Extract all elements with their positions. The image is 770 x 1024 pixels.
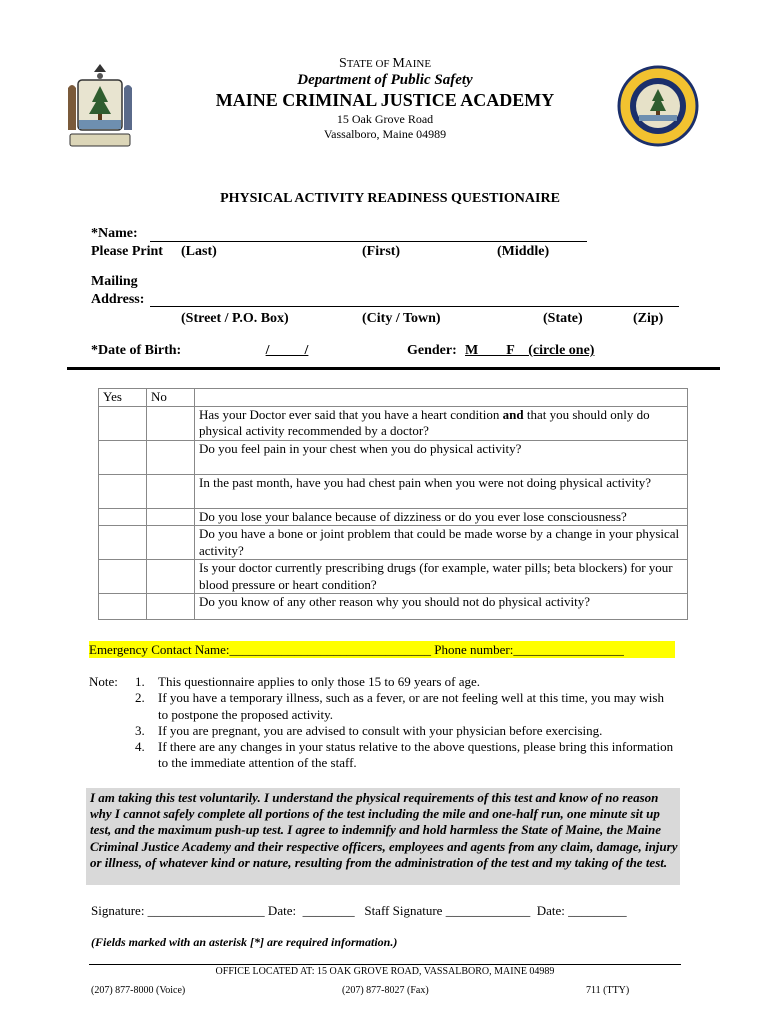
state-initial-m: M: [392, 56, 405, 71]
no-checkbox-5[interactable]: [147, 526, 195, 560]
yes-checkbox-2[interactable]: [99, 440, 147, 474]
state-label: (State): [543, 311, 583, 326]
state-of-maine-heading: [200, 55, 570, 72]
address-label: Address:: [91, 292, 145, 307]
dob-input[interactable]: / /: [265, 343, 309, 358]
gender-label: Gender:: [407, 343, 457, 358]
question-3: In the past month, have you had chest pain when you were not doing physical activity?: [195, 474, 688, 508]
yes-column-header: Yes: [99, 389, 147, 407]
mailing-label: Mailing: [91, 274, 138, 289]
note-item: 3. If you are pregnant, you are advised to consult with your physician before exercising.: [135, 722, 603, 738]
name-input[interactable]: [150, 225, 587, 242]
first-name-label: (First): [362, 244, 401, 259]
fax-number: (207) 877-8027 (Fax): [342, 985, 429, 996]
note-item: 1. This questionnaire applies to only those 15 to 69 years of age.: [135, 674, 481, 689]
maine-word: AINE: [404, 58, 432, 70]
question-1: Has your Doctor ever said that you have a heart condition and that you should only do physical activity recommended by a doctor?: [195, 406, 688, 440]
note-list: [135, 674, 675, 772]
question-2: Do you feel pain in your chest when you do physical activity?: [195, 440, 688, 474]
no-checkbox-7[interactable]: [147, 594, 195, 620]
yes-checkbox-1[interactable]: [99, 406, 147, 440]
form-title: PHYSICAL ACTIVITY READINESS QUESTIONAIRE: [220, 191, 560, 206]
maine-state-seal-logo: [62, 62, 138, 152]
waiver-statement: I am taking this test voluntarily. I understand the physical requirements of this test and know of no reason why I cannot safely complete all portions of the test including the mile and one-half run, one minute sit up test, and the maximum push-up test. I agree to indemnify and hold harmless the State of Maine, the Maine Criminal Justice Academy and their respective officers, employees and agents from any claim, damage, injury or illness, of whatever kind or nature, resulting from the administration of the test and my taking of the test.: [86, 788, 680, 885]
yes-checkbox-7[interactable]: [99, 594, 147, 620]
no-checkbox-4[interactable]: [147, 508, 195, 526]
no-checkbox-6[interactable]: [147, 560, 195, 594]
please-print-label: Please Print: [91, 244, 163, 259]
academy-heading: MAINE CRIMINAL JUSTICE ACADEMY: [215, 90, 555, 110]
state-initial-s: S: [338, 56, 347, 71]
questions-table: [98, 388, 688, 620]
emergency-contact-field[interactable]: Emergency Contact Name:_______________________________ Phone number:_________________: [89, 641, 675, 658]
footer-divider: [89, 964, 681, 965]
zip-label: (Zip): [633, 311, 664, 326]
street-address: 15 Oak Grove Road: [336, 112, 434, 126]
dob-label: *Date of Birth:: [91, 343, 182, 358]
tty-number: 711 (TTY): [586, 985, 630, 996]
no-checkbox-2[interactable]: [147, 440, 195, 474]
yes-checkbox-5[interactable]: [99, 526, 147, 560]
yes-checkbox-3[interactable]: [99, 474, 147, 508]
name-label: *Name:: [91, 226, 138, 241]
middle-name-label: (Middle): [497, 244, 550, 259]
department-heading: Department of Public Safety: [297, 72, 473, 88]
gender-selector[interactable]: M F (circle one): [465, 343, 595, 358]
state-word: TATE OF: [346, 58, 393, 70]
question-4: Do you lose your balance because of dizziness or do you ever lose consciousness?: [195, 508, 688, 526]
city-town-label: (City / Town): [362, 311, 441, 326]
office-location: OFFICE LOCATED AT: 15 OAK GROVE ROAD, VASSALBORO, MAINE 04989: [215, 966, 555, 977]
signature-fields[interactable]: Signature: __________________ Date: ________ Staff Signature _____________ Date: _________: [91, 903, 627, 918]
academy-seal-logo: [617, 65, 699, 147]
no-checkbox-3[interactable]: [147, 474, 195, 508]
note-label: Note:: [89, 674, 118, 689]
question-header-blank: [195, 389, 688, 407]
required-fields-note: (Fields marked with an asterisk [*] are required information.): [91, 935, 398, 949]
yes-checkbox-4[interactable]: [99, 508, 147, 526]
street-box-label: (Street / P.O. Box): [181, 311, 289, 326]
voice-phone: (207) 877-8000 (Voice): [91, 985, 186, 996]
question-5: Do you have a bone or joint problem that could be made worse by a change in your physical activity?: [195, 526, 688, 560]
note-item: 4. If there are any changes in your status relative to the above questions, please bring this information to the immediate attention of the staff.: [135, 739, 674, 771]
question-6: Is your doctor currently prescribing drugs (for example, water pills; beta blockers) for your blood pressure or heart condition?: [195, 560, 688, 594]
last-name-label: (Last): [181, 244, 217, 259]
city-address: Vassalboro, Maine 04989: [323, 127, 447, 141]
section-divider: [67, 367, 720, 370]
note-item: 2. If you have a temporary illness, such as a fever, or are not feeling well at this time, you may wish to postpone the proposed activity.: [135, 690, 664, 722]
yes-checkbox-6[interactable]: [99, 560, 147, 594]
question-7: Do you know of any other reason why you should not do physical activity?: [195, 594, 688, 620]
no-checkbox-1[interactable]: [147, 406, 195, 440]
address-input[interactable]: [150, 290, 679, 307]
no-column-header: No: [147, 389, 195, 407]
